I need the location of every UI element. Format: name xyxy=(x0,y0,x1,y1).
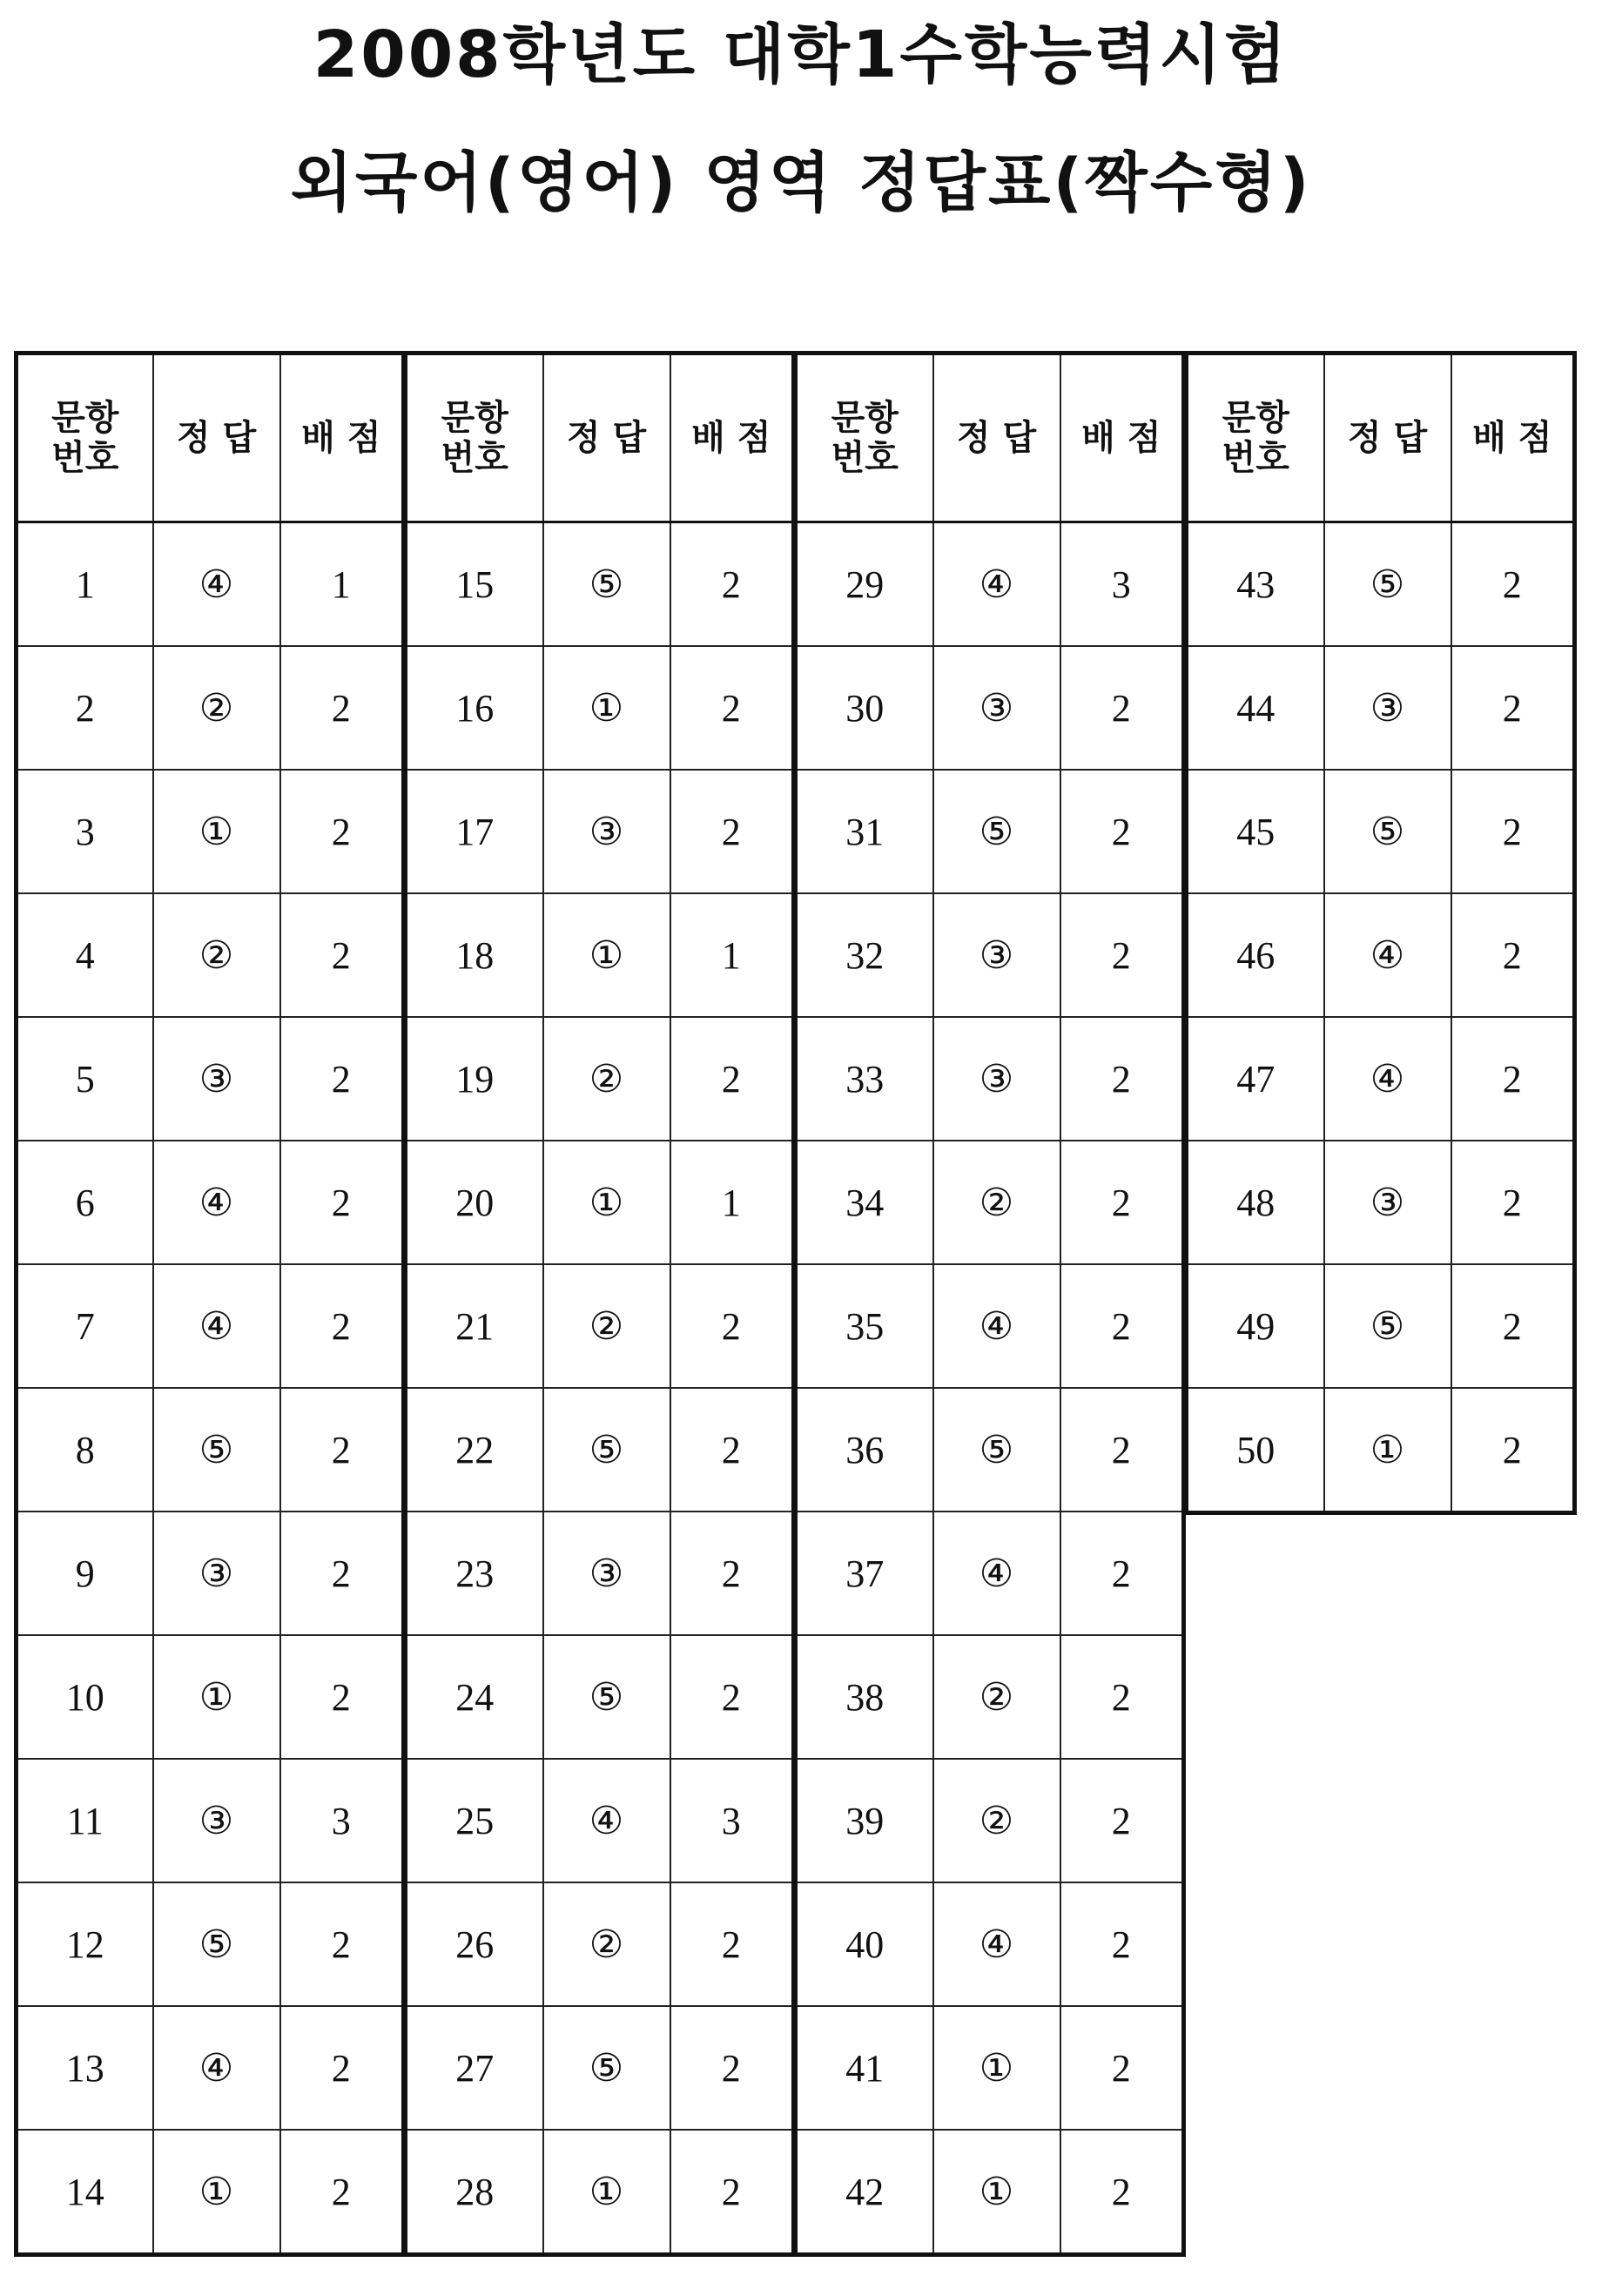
answer-cell: ② xyxy=(543,1264,670,1388)
points-cell: 2 xyxy=(670,770,794,893)
question-number: 4 xyxy=(17,893,153,1017)
header-points: 배 점 xyxy=(280,353,404,522)
answer-cell: ① xyxy=(153,1635,280,1759)
points-cell: 2 xyxy=(670,522,794,647)
table-row xyxy=(797,2006,1184,2130)
table-row xyxy=(407,522,794,647)
table-row xyxy=(407,770,794,893)
header-number-line2: 번호 xyxy=(1222,438,1289,478)
question-number: 21 xyxy=(407,1264,543,1388)
question-number: 7 xyxy=(17,1264,153,1388)
question-number: 32 xyxy=(797,893,933,1017)
question-number: 17 xyxy=(407,770,543,893)
table-row xyxy=(1188,1388,1575,1513)
answer-cell: ② xyxy=(933,1759,1060,1882)
points-cell: 2 xyxy=(280,646,404,770)
points-cell: 2 xyxy=(280,2130,404,2255)
header-number-line1: 문항 xyxy=(831,398,899,438)
points-cell: 2 xyxy=(1451,646,1575,770)
points-cell: 2 xyxy=(670,2006,794,2130)
answer-cell: ① xyxy=(543,1141,670,1264)
table-row xyxy=(407,646,794,770)
answer-cell: ⑤ xyxy=(1324,770,1451,893)
question-number: 3 xyxy=(17,770,153,893)
answer-cell: ④ xyxy=(933,1882,1060,2006)
points-cell: 2 xyxy=(1451,1388,1575,1513)
points-cell: 2 xyxy=(1060,646,1184,770)
question-number: 44 xyxy=(1188,646,1324,770)
question-number: 12 xyxy=(17,1882,153,2006)
table-row xyxy=(17,1635,404,1759)
question-number: 20 xyxy=(407,1141,543,1264)
table-row xyxy=(407,1882,794,2006)
points-cell: 1 xyxy=(670,1141,794,1264)
answer-cell: ④ xyxy=(153,2006,280,2130)
answer-block-4 xyxy=(1186,351,1577,1515)
header-question-number xyxy=(407,353,543,522)
answer-cell: ① xyxy=(543,893,670,1017)
question-number: 40 xyxy=(797,1882,933,2006)
table-row xyxy=(407,1512,794,1635)
answer-cell: ② xyxy=(153,646,280,770)
table-row xyxy=(17,646,404,770)
table-row xyxy=(407,1017,794,1141)
page-title: 2008학년도 대학1수학능력시험 xyxy=(313,17,1289,92)
points-cell: 1 xyxy=(670,893,794,1017)
table-row xyxy=(407,1635,794,1759)
points-cell: 2 xyxy=(280,1512,404,1635)
answer-cell: ③ xyxy=(153,1017,280,1141)
answer-cell: ③ xyxy=(543,770,670,893)
question-number: 29 xyxy=(797,522,933,647)
points-cell: 2 xyxy=(280,1141,404,1264)
table-row xyxy=(407,1388,794,1512)
answer-cell: ① xyxy=(1324,1388,1451,1513)
answer-cell: ② xyxy=(933,1635,1060,1759)
answer-cell: ⑤ xyxy=(543,2006,670,2130)
answer-cell: ③ xyxy=(933,646,1060,770)
question-number: 25 xyxy=(407,1759,543,1882)
points-cell: 2 xyxy=(670,1635,794,1759)
answer-cell: ① xyxy=(153,770,280,893)
points-cell: 2 xyxy=(1060,1141,1184,1264)
answer-cell: ② xyxy=(153,893,280,1017)
points-cell: 2 xyxy=(280,1017,404,1141)
question-number: 18 xyxy=(407,893,543,1017)
answer-cell: ⑤ xyxy=(153,1388,280,1512)
points-cell: 2 xyxy=(1060,2130,1184,2255)
question-number: 14 xyxy=(17,2130,153,2255)
answer-cell: ④ xyxy=(933,522,1060,647)
table-row xyxy=(797,2130,1184,2255)
table-row xyxy=(797,1388,1184,1512)
table-row xyxy=(17,2130,404,2255)
table-row xyxy=(407,2130,794,2255)
answer-cell: ⑤ xyxy=(543,1388,670,1512)
question-number: 19 xyxy=(407,1017,543,1141)
answer-block-2 xyxy=(405,351,796,2257)
header-row xyxy=(17,353,404,522)
table-row xyxy=(407,1264,794,1388)
table-row xyxy=(1188,770,1575,893)
points-cell: 2 xyxy=(670,1017,794,1141)
header-points: 배 점 xyxy=(1451,353,1575,522)
points-cell: 2 xyxy=(1060,2006,1184,2130)
question-number: 30 xyxy=(797,646,933,770)
points-cell: 2 xyxy=(280,770,404,893)
points-cell: 2 xyxy=(1451,1264,1575,1388)
header-question-number xyxy=(797,353,933,522)
page-subtitle: 외국어(영어) 영역 정답표(짝수형) xyxy=(290,145,1312,220)
header-question-number xyxy=(17,353,153,522)
answer-cell: ⑤ xyxy=(933,1388,1060,1512)
question-number: 5 xyxy=(17,1017,153,1141)
answer-cell: ① xyxy=(933,2006,1060,2130)
header-answer: 정 답 xyxy=(933,353,1060,522)
header-answer: 정 답 xyxy=(1324,353,1451,522)
question-number: 35 xyxy=(797,1264,933,1388)
answer-cell: ② xyxy=(543,1882,670,2006)
answer-cell: ⑤ xyxy=(543,522,670,647)
answer-cell: ④ xyxy=(933,1264,1060,1388)
table-row xyxy=(797,1512,1184,1635)
points-cell: 2 xyxy=(670,1882,794,2006)
header-number-line2: 번호 xyxy=(831,438,899,478)
question-number: 33 xyxy=(797,1017,933,1141)
question-number: 16 xyxy=(407,646,543,770)
answer-cell: ③ xyxy=(1324,646,1451,770)
points-cell: 2 xyxy=(1451,1141,1575,1264)
answer-cell: ③ xyxy=(153,1512,280,1635)
answer-cell: ⑤ xyxy=(1324,1264,1451,1388)
answer-cell: ② xyxy=(933,1141,1060,1264)
question-number: 41 xyxy=(797,2006,933,2130)
points-cell: 2 xyxy=(1060,1264,1184,1388)
points-cell: 2 xyxy=(670,1264,794,1388)
answer-cell: ③ xyxy=(933,1017,1060,1141)
header-number-line2: 번호 xyxy=(441,438,508,478)
points-cell: 2 xyxy=(670,1512,794,1635)
header-number-line2: 번호 xyxy=(51,438,119,478)
answer-cell: ① xyxy=(543,2130,670,2255)
points-cell: 3 xyxy=(1060,522,1184,647)
points-cell: 2 xyxy=(1060,1759,1184,1882)
question-number: 45 xyxy=(1188,770,1324,893)
header-number-line1: 문항 xyxy=(1222,398,1289,438)
answer-cell: ① xyxy=(543,646,670,770)
table-row xyxy=(407,893,794,1017)
table-row xyxy=(1188,1017,1575,1141)
points-cell: 2 xyxy=(1060,1512,1184,1635)
question-number: 28 xyxy=(407,2130,543,2255)
table-row xyxy=(17,893,404,1017)
header-row xyxy=(407,353,794,522)
header-points: 배 점 xyxy=(1060,353,1184,522)
table-row xyxy=(797,522,1184,647)
question-number: 43 xyxy=(1188,522,1324,647)
answer-block-3 xyxy=(795,351,1186,2257)
answer-cell: ③ xyxy=(153,1759,280,1882)
answer-block-1 xyxy=(14,351,406,2257)
table-row xyxy=(1188,646,1575,770)
table-row xyxy=(797,1635,1184,1759)
points-cell: 2 xyxy=(1060,1388,1184,1512)
question-number: 34 xyxy=(797,1141,933,1264)
answer-cell: ③ xyxy=(933,893,1060,1017)
answer-cell: ③ xyxy=(543,1512,670,1635)
table-row xyxy=(797,1264,1184,1388)
answer-cell: ② xyxy=(543,1017,670,1141)
table-row xyxy=(1188,522,1575,647)
header-number-line1: 문항 xyxy=(51,398,119,438)
points-cell: 2 xyxy=(1451,522,1575,647)
question-number: 9 xyxy=(17,1512,153,1635)
points-cell: 2 xyxy=(1060,893,1184,1017)
header-number-line1: 문항 xyxy=(441,398,508,438)
table-row xyxy=(17,1388,404,1512)
table-row xyxy=(407,1759,794,1882)
points-cell: 2 xyxy=(1060,1017,1184,1141)
answer-cell: ④ xyxy=(1324,1017,1451,1141)
answer-cell: ① xyxy=(933,2130,1060,2255)
question-number: 39 xyxy=(797,1759,933,1882)
question-number: 47 xyxy=(1188,1017,1324,1141)
question-number: 27 xyxy=(407,2006,543,2130)
question-number: 37 xyxy=(797,1512,933,1635)
points-cell: 2 xyxy=(670,646,794,770)
answer-cell: ④ xyxy=(153,1264,280,1388)
question-number: 31 xyxy=(797,770,933,893)
table-row xyxy=(407,1141,794,1264)
question-number: 42 xyxy=(797,2130,933,2255)
question-number: 48 xyxy=(1188,1141,1324,1264)
points-cell: 2 xyxy=(1451,893,1575,1017)
question-number: 11 xyxy=(17,1759,153,1882)
question-number: 1 xyxy=(17,522,153,647)
table-row xyxy=(1188,1141,1575,1264)
points-cell: 2 xyxy=(1060,1635,1184,1759)
table-row xyxy=(17,770,404,893)
answer-cell: ⑤ xyxy=(543,1635,670,1759)
answer-cell: ① xyxy=(153,2130,280,2255)
question-number: 24 xyxy=(407,1635,543,1759)
points-cell: 2 xyxy=(670,2130,794,2255)
table-row xyxy=(17,1512,404,1635)
header-points: 배 점 xyxy=(670,353,794,522)
question-number: 38 xyxy=(797,1635,933,1759)
points-cell: 2 xyxy=(1451,1017,1575,1141)
answer-cell: ④ xyxy=(1324,893,1451,1017)
points-cell: 2 xyxy=(1451,770,1575,893)
table-row xyxy=(797,770,1184,893)
table-row xyxy=(797,893,1184,1017)
answer-cell: ④ xyxy=(153,522,280,647)
table-row xyxy=(17,1882,404,2006)
points-cell: 2 xyxy=(670,1388,794,1512)
points-cell: 2 xyxy=(280,1882,404,2006)
table-row xyxy=(797,1141,1184,1264)
question-number: 8 xyxy=(17,1388,153,1512)
table-row xyxy=(1188,893,1575,1017)
table-row xyxy=(17,1759,404,1882)
points-cell: 2 xyxy=(280,1388,404,1512)
table-row xyxy=(407,2006,794,2130)
answer-cell: ⑤ xyxy=(933,770,1060,893)
question-number: 49 xyxy=(1188,1264,1324,1388)
points-cell: 2 xyxy=(280,1264,404,1388)
question-number: 15 xyxy=(407,522,543,647)
table-row xyxy=(17,1017,404,1141)
header-row xyxy=(797,353,1184,522)
table-row xyxy=(797,1882,1184,2006)
table-row xyxy=(17,1141,404,1264)
points-cell: 2 xyxy=(280,1635,404,1759)
question-number: 2 xyxy=(17,646,153,770)
points-cell: 3 xyxy=(280,1759,404,1882)
table-row xyxy=(17,522,404,647)
header-question-number xyxy=(1188,353,1324,522)
question-number: 26 xyxy=(407,1882,543,2006)
question-number: 22 xyxy=(407,1388,543,1512)
answer-cell: ④ xyxy=(543,1759,670,1882)
question-number: 36 xyxy=(797,1388,933,1512)
question-number: 23 xyxy=(407,1512,543,1635)
points-cell: 1 xyxy=(280,522,404,647)
table-row xyxy=(1188,1264,1575,1388)
question-number: 6 xyxy=(17,1141,153,1264)
table-row xyxy=(17,2006,404,2130)
answer-cell: ④ xyxy=(153,1141,280,1264)
header-answer: 정 답 xyxy=(153,353,280,522)
points-cell: 2 xyxy=(280,893,404,1017)
answer-cell: ⑤ xyxy=(1324,522,1451,647)
answer-cell: ⑤ xyxy=(153,1882,280,2006)
answer-cell: ③ xyxy=(1324,1141,1451,1264)
question-number: 13 xyxy=(17,2006,153,2130)
question-number: 46 xyxy=(1188,893,1324,1017)
points-cell: 2 xyxy=(1060,770,1184,893)
points-cell: 3 xyxy=(670,1759,794,1882)
table-row xyxy=(797,1759,1184,1882)
table-row xyxy=(797,1017,1184,1141)
question-number: 50 xyxy=(1188,1388,1324,1513)
question-number: 10 xyxy=(17,1635,153,1759)
header-row xyxy=(1188,353,1575,522)
answer-cell: ④ xyxy=(933,1512,1060,1635)
table-row xyxy=(17,1264,404,1388)
points-cell: 2 xyxy=(280,2006,404,2130)
table-row xyxy=(797,646,1184,770)
header-answer: 정 답 xyxy=(543,353,670,522)
points-cell: 2 xyxy=(1060,1882,1184,2006)
